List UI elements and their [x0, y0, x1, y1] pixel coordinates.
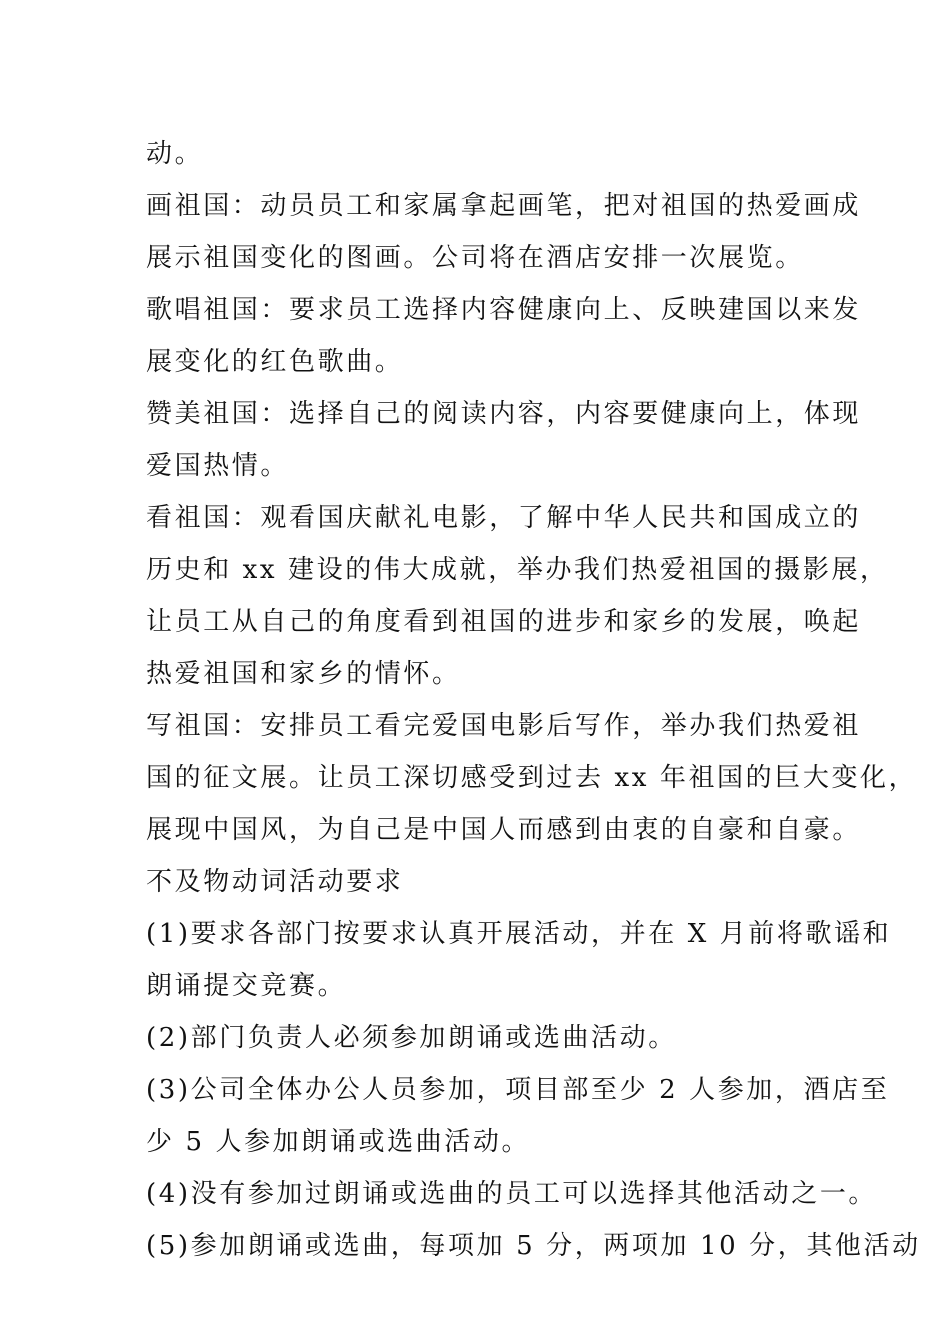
list-item: (2)部门负责人必须参加朗诵或选曲活动。 — [146, 1023, 677, 1053]
list-item: (4)没有参加过朗诵或选曲的员工可以选择其他活动之一。 — [146, 1179, 878, 1209]
text-line: 爱国热情。 — [146, 451, 290, 481]
document-body — [146, 128, 921, 1272]
text-line: 展现中国风，为自己是中国人而感到由衷的自豪和自豪。 — [146, 815, 862, 845]
text-line: 展示祖国变化的图画。公司将在酒店安排一次展览。 — [146, 243, 804, 273]
list-item: (5)参加朗诵或选曲，每项加 5 分，两项加 10 分，其他活动 — [146, 1231, 921, 1261]
list-item: (1)要求各部门按要求认真开展活动，并在 X 月前将歌谣和 — [146, 919, 892, 949]
section-heading: 不及物动词活动要求 — [146, 867, 404, 897]
text-line: 历史和 xx 建设的伟大成就，举办我们热爱祖国的摄影展， — [146, 555, 889, 585]
list-item: (3)公司全体办公人员参加，项目部至少 2 人参加，酒店至 — [146, 1075, 890, 1105]
text-line: 让员工从自己的角度看到祖国的进步和家乡的发展，唤起 — [146, 607, 862, 637]
text-line: 看祖国：观看国庆献礼电影，了解中华人民共和国成立的 — [146, 503, 862, 533]
text-line: 赞美祖国：选择自己的阅读内容，内容要健康向上，体现 — [146, 399, 862, 429]
list-item: 少 5 人参加朗诵或选曲活动。 — [146, 1127, 531, 1157]
text-line: 动。 — [146, 139, 204, 169]
text-line: 国的征文展。让员工深切感受到过去 xx 年祖国的巨大变化， — [146, 763, 918, 793]
text-line: 展变化的红色歌曲。 — [146, 347, 404, 377]
text-line: 歌唱祖国：要求员工选择内容健康向上、反映建国以来发 — [146, 295, 862, 325]
text-line: 画祖国：动员员工和家属拿起画笔，把对祖国的热爱画成 — [146, 191, 862, 221]
text-line: 写祖国：安排员工看完爱国电影后写作，举办我们热爱祖 — [146, 711, 862, 741]
text-line: 热爱祖国和家乡的情怀。 — [146, 659, 461, 689]
list-item: 朗诵提交竞赛。 — [146, 971, 347, 1001]
